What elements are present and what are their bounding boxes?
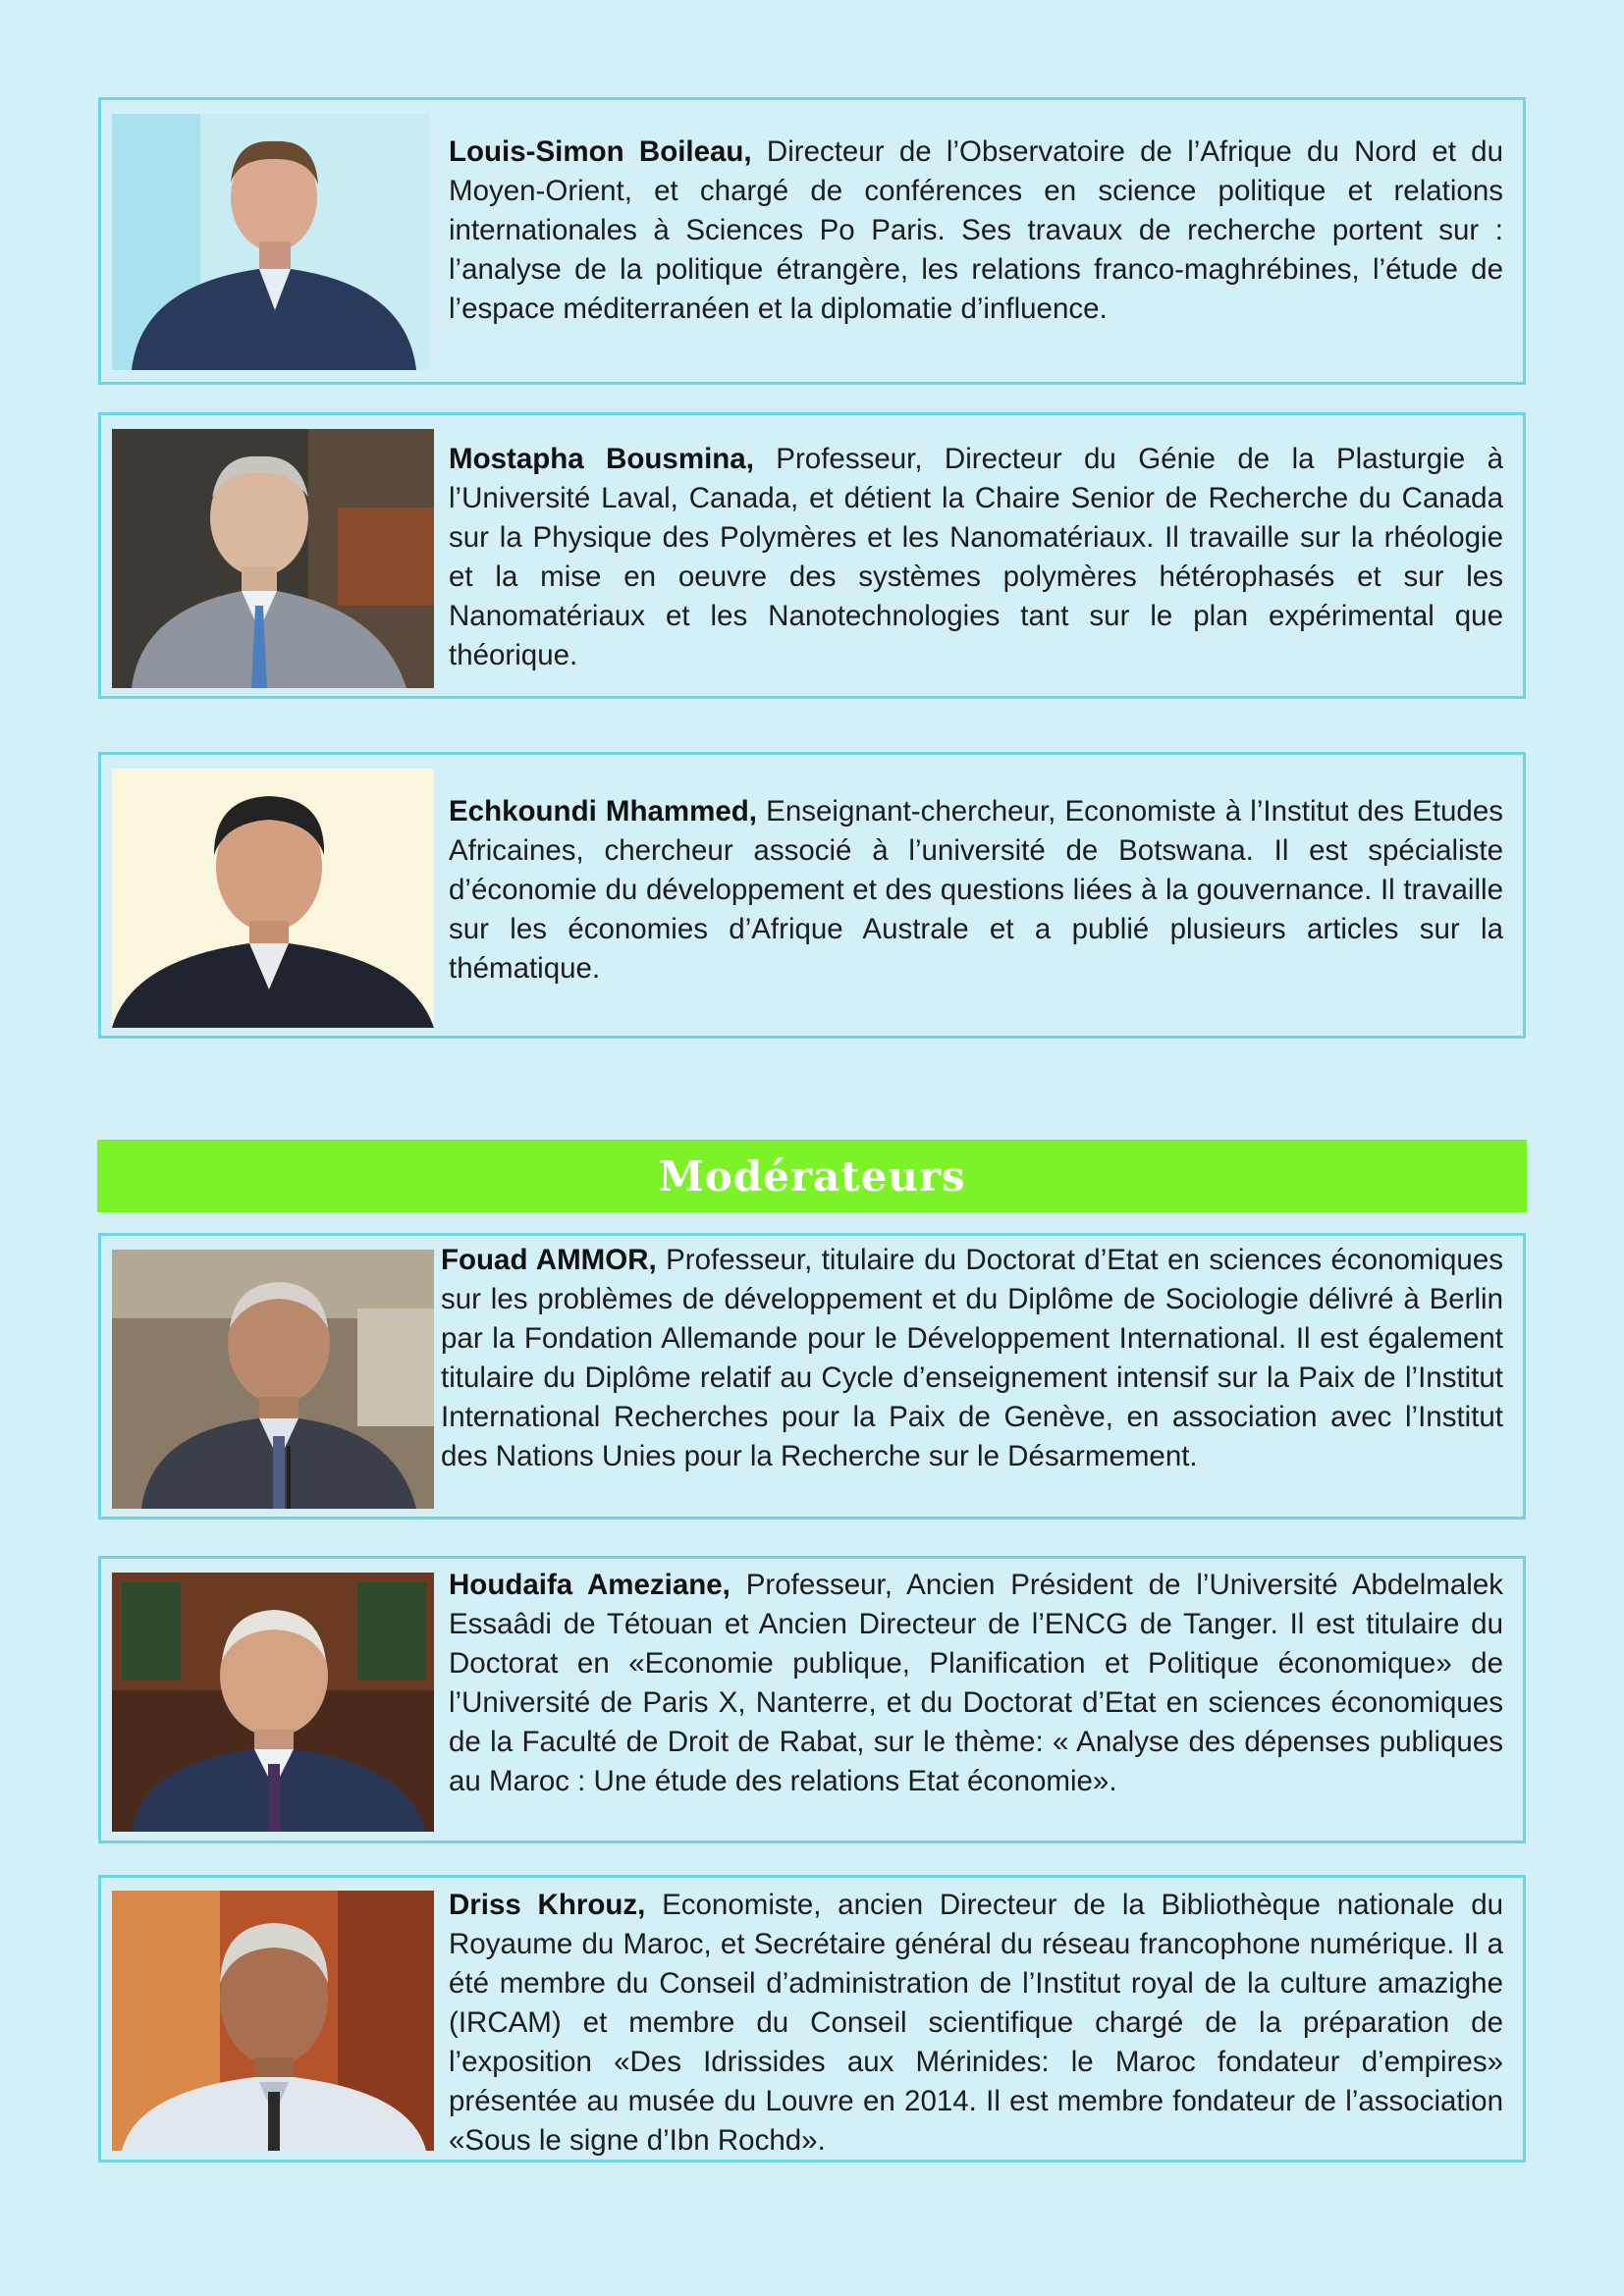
speaker-description: Professeur, Directeur du Génie de la Plasturgie à l’Université Laval, Canada, et détient la Chaire Senior de Recherche du Canada sur la Physique des Polymères et les Nanomatériaux. Il travaille sur la rhéologie et la mise en oeuvre des systèmes polymères hétérophasés et sur les Nanomatériaux et les Nanotechnologies tant sur le plan expérimental que théorique.	[449, 443, 1503, 671]
moderator-name: Driss Khrouz,	[449, 1889, 646, 1921]
portrait-photo	[112, 429, 434, 688]
speaker-name: Mostapha Bousmina,	[449, 443, 754, 475]
moderator-card-ameziane	[98, 1556, 1526, 1843]
moderators-section-banner	[97, 1140, 1527, 1212]
moderator-description: Economiste, ancien Directeur de la Bibliothèque nationale du Royaume du Maroc, et Secrétaire général du réseau francophone numérique. Il a été membre du Conseil d’administration de l’Institut royal de la culture amazighe (IRCAM) et membre du Conseil scientifique chargé de la préparation de l’exposition «Des Idrissides aux Mérinides: le Maroc fondateur d’empires» présentée au musée du Louvre en 2014. Il est membre fondateur de l’association «Sous le signe d’Ibn Rochd».	[449, 1889, 1504, 2157]
moderator-name: Fouad AMMOR,	[441, 1244, 657, 1276]
moderator-card-khrouz	[98, 1875, 1526, 2163]
portrait-photo	[112, 114, 430, 370]
moderator-description: Professeur, titulaire du Doctorat d’Etat en sciences économiques sur les problèmes de développement et du Diplôme de Sociologie délivré à Berlin par la Fondation Allemande pour le Développement International. Il est également titulaire du Diplôme relatif au Cycle d’enseignement intensif sur la Paix de l’Institut International Recherches pour la Paix de Genève, en association avec l’Institut des Nations Unies pour la Recherche sur le Désarmement.	[441, 1244, 1503, 1472]
speaker-bio	[449, 133, 1503, 329]
speaker-name: Echkoundi Mhammed,	[449, 795, 758, 828]
speaker-bio	[449, 440, 1503, 675]
portrait-photo	[112, 1250, 434, 1509]
speaker-name: Louis-Simon Boileau,	[449, 135, 752, 168]
moderator-card-ammor	[98, 1233, 1526, 1520]
section-title: Modérateurs	[658, 1151, 966, 1201]
moderator-bio	[449, 1566, 1503, 1801]
speaker-card-echkoundi	[98, 752, 1526, 1039]
moderator-name: Houdaifa Ameziane,	[449, 1569, 731, 1601]
portrait-photo	[112, 769, 434, 1028]
portrait-photo	[112, 1573, 434, 1832]
speaker-card-boileau	[98, 97, 1526, 385]
moderator-bio	[441, 1241, 1503, 1476]
speaker-bio	[449, 792, 1503, 988]
portrait-photo	[112, 1891, 434, 2151]
moderator-description: Professeur, Ancien Président de l’Université Abdelmalek Essaâdi de Tétouan et Ancien Directeur de l’ENCG de Tanger. Il est titulaire du Doctorat en «Economie publique, Planification et Politique économique» de l’Université de Paris X, Nanterre, et du Doctorat d’Etat en sciences économiques de la Faculté de Droit de Rabat, sur le thème: « Analyse des dépenses publiques au Maroc : Une étude des relations Etat économie».	[449, 1569, 1503, 1797]
speaker-description: Directeur de l’Observatoire de l’Afrique du Nord et du Moyen-Orient, et chargé de conférences en science politique et relations internationales à Sciences Po Paris. Ses travaux de recherche portent sur : l’analyse de la politique étrangère, les relations franco-maghrébines, l’étude de l’espace méditerranéen et la diplomatie d’influence.	[449, 135, 1503, 325]
speaker-card-bousmina	[98, 412, 1526, 699]
moderator-bio	[449, 1886, 1503, 2161]
speaker-description: Enseignant-chercheur, Economiste à l’Institut des Etudes Africaines, chercheur associé à l’université de Botswana. Il est spécialiste d’économie du développement et des questions liées à la gouvernance. Il travaille sur les économies d’Afrique Australe et a publié plusieurs articles sur la thématique.	[449, 795, 1503, 985]
